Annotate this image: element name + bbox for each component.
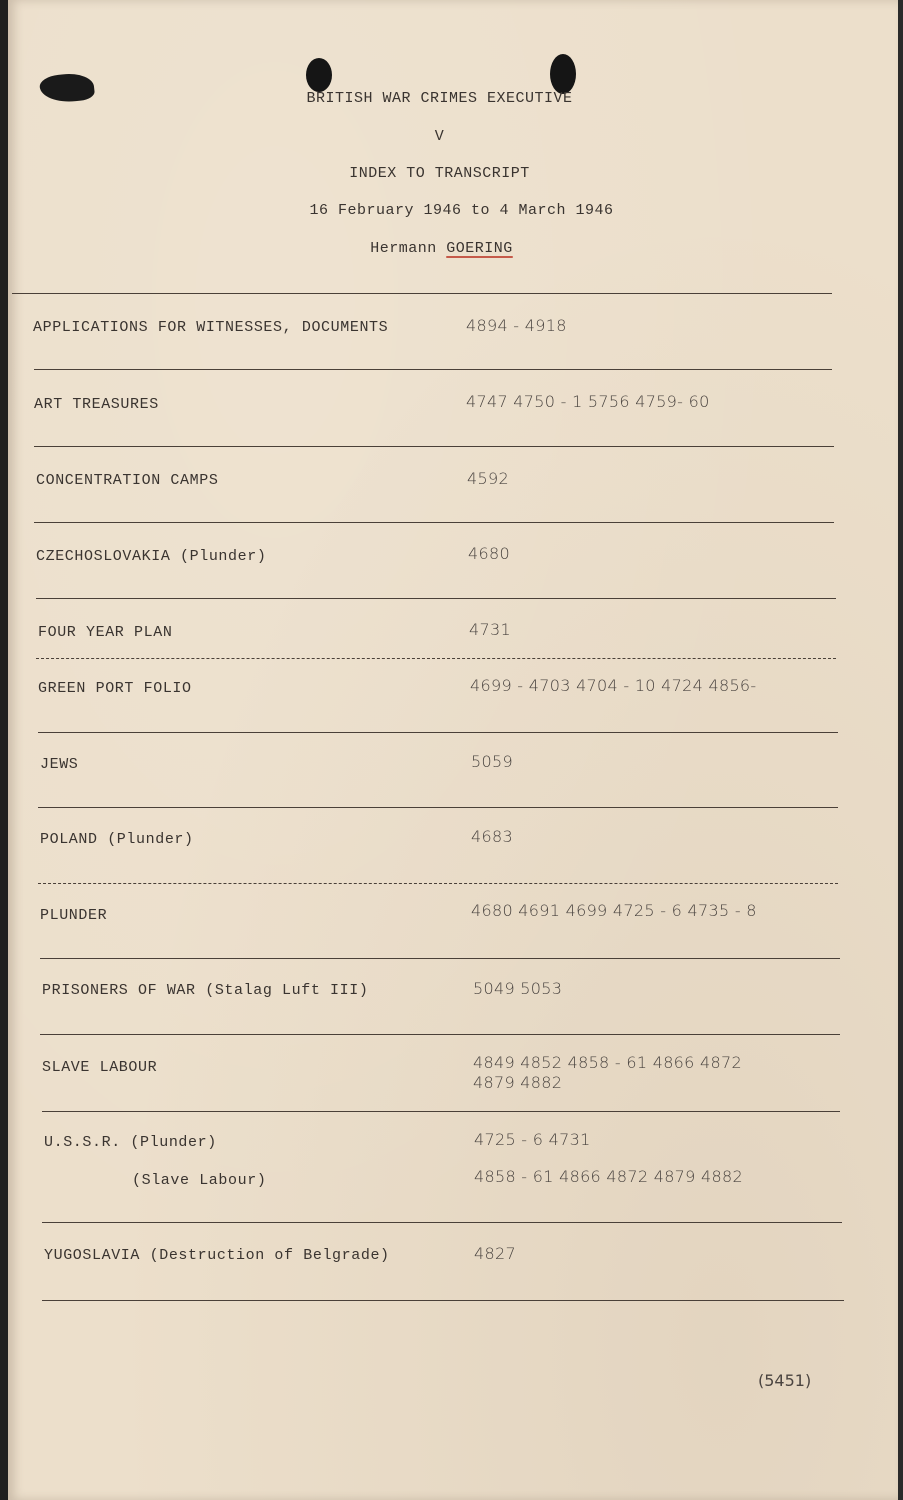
index-sub-subject: (Slave Labour) <box>132 1172 267 1189</box>
document-title: INDEX TO TRANSCRIPT <box>349 165 530 182</box>
defendant-last-name: GOERING <box>446 240 513 257</box>
index-pages: 4827 <box>474 1244 516 1263</box>
index-pages: 4731 <box>469 620 511 639</box>
rule-8 <box>38 883 838 884</box>
punch-hole-right <box>550 54 576 94</box>
index-pages: 4680 4691 4699 4725 - 6 4735 - 8 <box>471 901 757 920</box>
rule-4 <box>36 598 836 599</box>
defendant-first-name: Hermann <box>370 240 437 257</box>
index-subject: PLUNDER <box>40 907 108 924</box>
punch-hole-left <box>306 58 332 92</box>
index-subject: CZECHOSLOVAKIA (Plunder) <box>36 548 267 565</box>
rule-6 <box>38 732 838 733</box>
rule-3 <box>34 522 834 523</box>
index-subject: FOUR YEAR PLAN <box>38 624 173 641</box>
index-subject: POLAND (Plunder) <box>40 831 194 848</box>
index-pages: 4849 4852 4858 - 61 4866 4872 <box>473 1053 742 1072</box>
index-pages: 4592 <box>467 469 509 488</box>
index-subject: CONCENTRATION CAMPS <box>36 472 219 489</box>
rule-11 <box>42 1111 840 1112</box>
index-subject: GREEN PORT FOLIO <box>38 680 192 697</box>
defendant-name <box>0 240 893 257</box>
index-pages: 5059 <box>471 752 513 771</box>
rule-5 <box>36 658 836 659</box>
volume-number: V <box>434 128 445 145</box>
index-subject: JEWS <box>40 756 79 773</box>
index-pages: 4699 - 4703 4704 - 10 4724 4856- <box>470 676 757 695</box>
index-pages: 4725 - 6 4731 <box>474 1130 591 1149</box>
index-pages: 4680 <box>468 544 510 563</box>
index-subject: PRISONERS OF WAR (Stalag Luft III) <box>42 982 369 999</box>
date-range: 16 February 1946 to 4 March 1946 <box>309 202 614 219</box>
index-subject: YUGOSLAVIA (Destruction of Belgrade) <box>44 1247 390 1264</box>
index-subject: U.S.S.R. (Plunder) <box>44 1134 217 1151</box>
rule-bottom <box>42 1300 844 1301</box>
index-subject: ART TREASURES <box>34 396 159 413</box>
page-number: (5451) <box>758 1371 812 1390</box>
index-pages: 4683 <box>471 827 513 846</box>
index-pages-continued: 4879 4882 <box>473 1073 563 1092</box>
index-pages: 4747 4750 - 1 5756 4759- 60 <box>466 392 710 411</box>
rule-7 <box>38 807 838 808</box>
rule-12 <box>42 1222 842 1223</box>
index-pages: 5049 5053 <box>473 979 563 998</box>
index-subject: SLAVE LABOUR <box>42 1059 158 1076</box>
document-page <box>8 0 898 1500</box>
index-subject: APPLICATIONS FOR WITNESSES, DOCUMENTS <box>33 319 389 336</box>
rule-10 <box>40 1034 840 1035</box>
index-pages: 4894 - 4918 <box>466 316 567 335</box>
index-sub-pages: 4858 - 61 4866 4872 4879 4882 <box>474 1167 743 1186</box>
rule-9 <box>40 958 840 959</box>
rule-2 <box>34 446 834 447</box>
rule-1 <box>34 369 832 370</box>
organization-heading: BRITISH WAR CRIMES EXECUTIVE <box>306 90 573 107</box>
rule-top <box>12 293 832 294</box>
